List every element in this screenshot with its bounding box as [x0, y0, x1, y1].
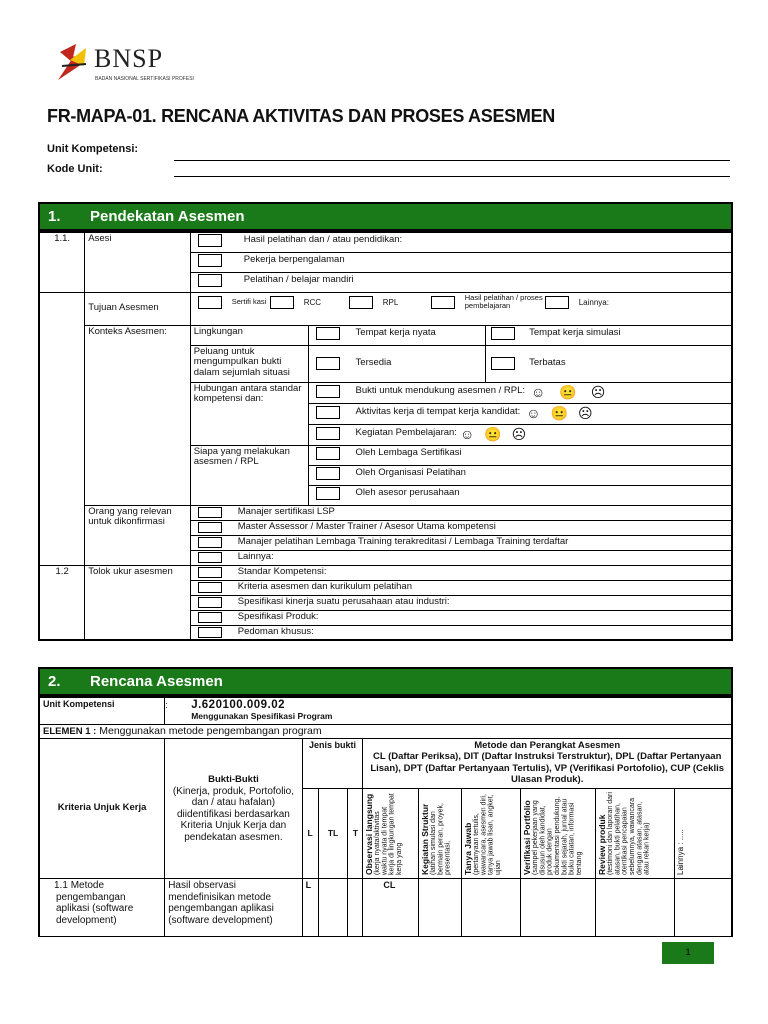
logo-text: BNSP	[94, 44, 164, 73]
siapa-checkbox-1[interactable]	[316, 447, 340, 460]
orang-opt-1: Manajer sertifikasi LSP	[237, 505, 335, 517]
orang-checkbox-3[interactable]	[198, 537, 222, 548]
siapa-opt-2: Oleh Organisasi Pelatihan	[355, 466, 466, 478]
logo-subtitle: BADAN NASIONAL SERTIFIKASI PROFESI	[95, 76, 194, 82]
asesi-label: Asesi	[85, 232, 190, 292]
happy-face-icon[interactable]: ☺	[531, 383, 546, 400]
hub-checkbox-2[interactable]	[316, 406, 340, 419]
tolok-checkbox-1[interactable]	[198, 567, 222, 578]
tolok-checkbox-5[interactable]	[198, 627, 222, 638]
sad-face-icon[interactable]: ☹	[511, 425, 527, 442]
asesi-checkbox-2[interactable]	[198, 254, 222, 267]
tempat-simulasi-label: Tempat kerja simulasi	[529, 326, 621, 338]
metode-1-1-tanya[interactable]	[462, 879, 521, 937]
terbatas-label: Terbatas	[529, 357, 566, 369]
unit-label: Unit Kompetensi	[39, 697, 165, 725]
kode-unit-line[interactable]	[174, 176, 730, 177]
tujuan-opt-hasil: Hasil pelatihan / proses pembelajaran	[464, 292, 543, 311]
orang-opt-4: Lainnya:	[237, 550, 274, 562]
section1-num: 1.	[48, 208, 61, 225]
metode-1-1-kegiatan[interactable]	[419, 879, 462, 937]
section2-title: Rencana Asesmen	[90, 673, 223, 690]
orang-checkbox-1[interactable]	[198, 507, 222, 518]
section1-table	[38, 231, 733, 641]
metode-1-1[interactable]: CL	[363, 879, 419, 937]
jenis-l: L	[302, 789, 318, 879]
method-lainnya: Lainnya : .....	[675, 829, 685, 876]
tersedia-label: Tersedia	[355, 357, 392, 369]
neutral-face-icon[interactable]: 😐	[559, 383, 577, 400]
neutral-face-icon[interactable]: 😐	[484, 425, 502, 442]
orang-checkbox-4[interactable]	[198, 552, 222, 563]
jenis-bukti-header: Jenis bukti	[302, 739, 363, 789]
hubungan-label: Hubungan antara standar kompetensi dan:	[190, 382, 308, 445]
bukti-desc: (Kinerja, produk, Portofolio, dan / atau hafalan) diidentifikasi berdasarkan Kriteria Unjuk Kerja dan pendekatan asesmen.	[172, 785, 294, 843]
tolok-opt-4: Spesifikasi Produk:	[237, 610, 319, 622]
hub-checkbox-3[interactable]	[316, 427, 340, 440]
terbatas-checkbox[interactable]	[491, 357, 515, 370]
siapa-opt-2: Oleh asesor perusahaan	[355, 486, 460, 498]
kuk-1-1-text: Metode pengembangan aplikasi (software development)	[56, 880, 134, 926]
tujuan-opt-rcc: RCC	[303, 297, 322, 307]
orang-checkbox-2[interactable]	[198, 522, 222, 533]
doc-title: FR-MAPA-01. RENCANA AKTIVITAS DAN PROSES ASESMEN	[47, 106, 555, 126]
asesi-checkbox-3[interactable]	[198, 274, 222, 287]
peluang-label: Peluang untuk mengumpulkan bukti dalam sejumlah situasi	[190, 345, 308, 382]
tujuan-checkbox-sertifikasi[interactable]	[198, 296, 222, 309]
tujuan-checkbox-rpl[interactable]	[349, 296, 373, 309]
section2-table	[38, 696, 733, 937]
orang-opt-2: Master Assessor / Master Trainer / Asesor Utama kompetensi	[237, 520, 496, 532]
metode-1-1-lainnya[interactable]	[674, 879, 732, 937]
section1-header	[38, 202, 733, 231]
section2-num: 2.	[48, 673, 61, 690]
hub-opt-3: Kegiatan Pembelajaran:	[355, 427, 457, 439]
kuk-header: Kriteria Unjuk Kerja	[39, 739, 165, 879]
section1-title: Pendekatan Asesmen	[90, 208, 245, 225]
tujuan-checkbox-rcc[interactable]	[270, 296, 294, 309]
sad-face-icon[interactable]: ☹	[578, 404, 593, 421]
konteks-label: Konteks Asesmen:	[85, 325, 190, 505]
metode-1-1-verifikasi[interactable]	[521, 879, 596, 937]
tujuan-checkbox-hasil[interactable]	[431, 296, 455, 309]
unit-kompetensi-label: Unit Kompetensi:	[47, 143, 139, 155]
jenis-tl-1-1[interactable]	[318, 879, 348, 937]
jenis-t: T	[348, 789, 363, 879]
orang-opt-3: Manajer pelatihan Lembaga Training terakreditasi / Lembaga Training terdaftar	[237, 535, 569, 547]
tempat-nyata-label: Tempat kerja nyata	[355, 326, 436, 338]
hub-opt-2: Aktivitas kerja di tempat kerja kandidat:	[355, 406, 521, 418]
tolok-opt-2: Kriteria asesmen dan kurikulum pelatihan	[237, 580, 412, 592]
tujuan-checkbox-lainnya[interactable]	[545, 296, 569, 309]
tujuan-label: Tujuan Asesmen	[85, 292, 190, 325]
kode-unit-label: Kode Unit:	[47, 163, 103, 175]
tolok-checkbox-3[interactable]	[198, 597, 222, 608]
metode-desc: CL (Daftar Periksa), DIT (Daftar Instruksi Terstruktur), DPL (Daftar Pertanyaan Lisan), DPT (Daftar Pertanyaan Tertulis), VP (Verifikasi Portofolio), CUP (Ceklis Ulasan Produk).	[370, 751, 725, 786]
asesi-opt-1: Hasil pelatihan dan / atau pendidikan:	[243, 234, 403, 246]
tempat-nyata-checkbox[interactable]	[316, 327, 340, 340]
jenis-t-1-1[interactable]	[348, 879, 363, 937]
asesi-opt-2: Pekerja berpengalaman	[243, 253, 345, 265]
method-review: Review produk (testimoni dan laporan dari atasan, bukti pelatihan, otentikasi pencapaian sebelumnya, wawancara dengan atasan, atasan, atau rekan kerja)	[596, 792, 651, 876]
happy-face-icon[interactable]: ☺	[459, 425, 475, 442]
row-1-1-num: 1.1.	[39, 232, 85, 292]
happy-face-icon[interactable]: ☺	[526, 404, 541, 421]
section2-header	[38, 667, 733, 696]
jenis-1-1[interactable]: L	[302, 879, 318, 937]
jenis-tl: TL	[318, 789, 348, 879]
siapa-label: Siapa yang melakukan asesmen / RPL	[190, 445, 308, 505]
siapa-opt-1: Oleh Lembaga Sertifikasi	[355, 446, 462, 458]
bukti-1-1: Hasil observasi mendefinisikan metode pengembangan aplikasi (software development)	[165, 879, 302, 937]
tolok-opt-5: Pedoman khusus:	[237, 625, 314, 637]
method-kegiatan: Kegiatan Struktur (latihan simulasi dan bermain peran, proyek, presentasi,	[420, 803, 452, 876]
bukti-header: Bukti-Bukti	[208, 773, 259, 785]
siapa-checkbox-2[interactable]	[316, 467, 340, 480]
tujuan-opt-lainnya: Lainnya:	[578, 297, 609, 307]
row-1-2-num: 1.2	[39, 565, 85, 640]
asesi-opt-3: Pelatihan / belajar mandiri	[243, 273, 354, 285]
siapa-checkbox-3[interactable]	[316, 487, 340, 500]
elemen-label: ELEMEN 1 :	[43, 726, 97, 738]
tersedia-checkbox[interactable]	[316, 357, 340, 370]
neutral-face-icon[interactable]: 😐	[550, 404, 569, 421]
metode-1-1-review[interactable]	[595, 879, 674, 937]
hub-checkbox-1[interactable]	[316, 385, 340, 398]
unit-colon: :	[165, 700, 168, 710]
tolok-checkbox-4[interactable]	[198, 612, 222, 623]
asesi-checkbox-1[interactable]	[198, 234, 222, 247]
lingkungan-label: Lingkungan	[190, 325, 308, 345]
tujuan-opt-rpl: RPL	[382, 297, 399, 307]
tolok-opt-3: Spesifikasi kinerja suatu perusahaan atau industri:	[237, 595, 450, 607]
bnsp-logo-mark	[56, 42, 92, 82]
hub-opt-1: Bukti untuk mendukung asesmen / RPL:	[355, 385, 526, 397]
tempat-simulasi-checkbox[interactable]	[491, 327, 515, 340]
tolok-checkbox-2[interactable]	[198, 582, 222, 593]
unit-kompetensi-line[interactable]	[174, 160, 730, 161]
tolok-label: Tolok ukur asesmen	[85, 565, 190, 640]
kuk-1-1-num: 1.1	[54, 880, 68, 892]
orang-label: Orang yang relevan untuk dikonfirmasi	[85, 505, 190, 565]
method-verifikasi: Verifikasi Portfolio (sampel pekerjaan yang disusun oleh kandidat, produk dengan dokumentasi pendukung, bukti sejarah, jurnal atau buku catatan, informasi tentang	[522, 796, 584, 876]
unit-name: Menggunakan Spesifikasi Program	[191, 711, 333, 722]
tujuan-opt-sertifikasi: Sertifi kasi	[231, 296, 267, 306]
tolok-opt-1: Standar Kompetensi:	[237, 565, 327, 577]
elemen-text: Menggunakan metode pengembangan program	[99, 725, 322, 738]
method-observasi: Observasi langsung (kerja nyata/aktivitas waktu nyata di tempat kerja di lingkungan tempat kerja yang	[364, 793, 404, 876]
sad-face-icon[interactable]: ☹	[590, 383, 606, 400]
metode-title: Metode dan Perangkat Asesmen	[474, 740, 621, 752]
unit-code: J.620100.009.02	[191, 699, 286, 711]
page-number: 1	[662, 942, 714, 964]
method-tanya-jawab: Tanya Jawab (pertanyaan tertulis, wawancara, asesmen diri, tanya jawab lisan, angket, ujian	[463, 794, 503, 876]
